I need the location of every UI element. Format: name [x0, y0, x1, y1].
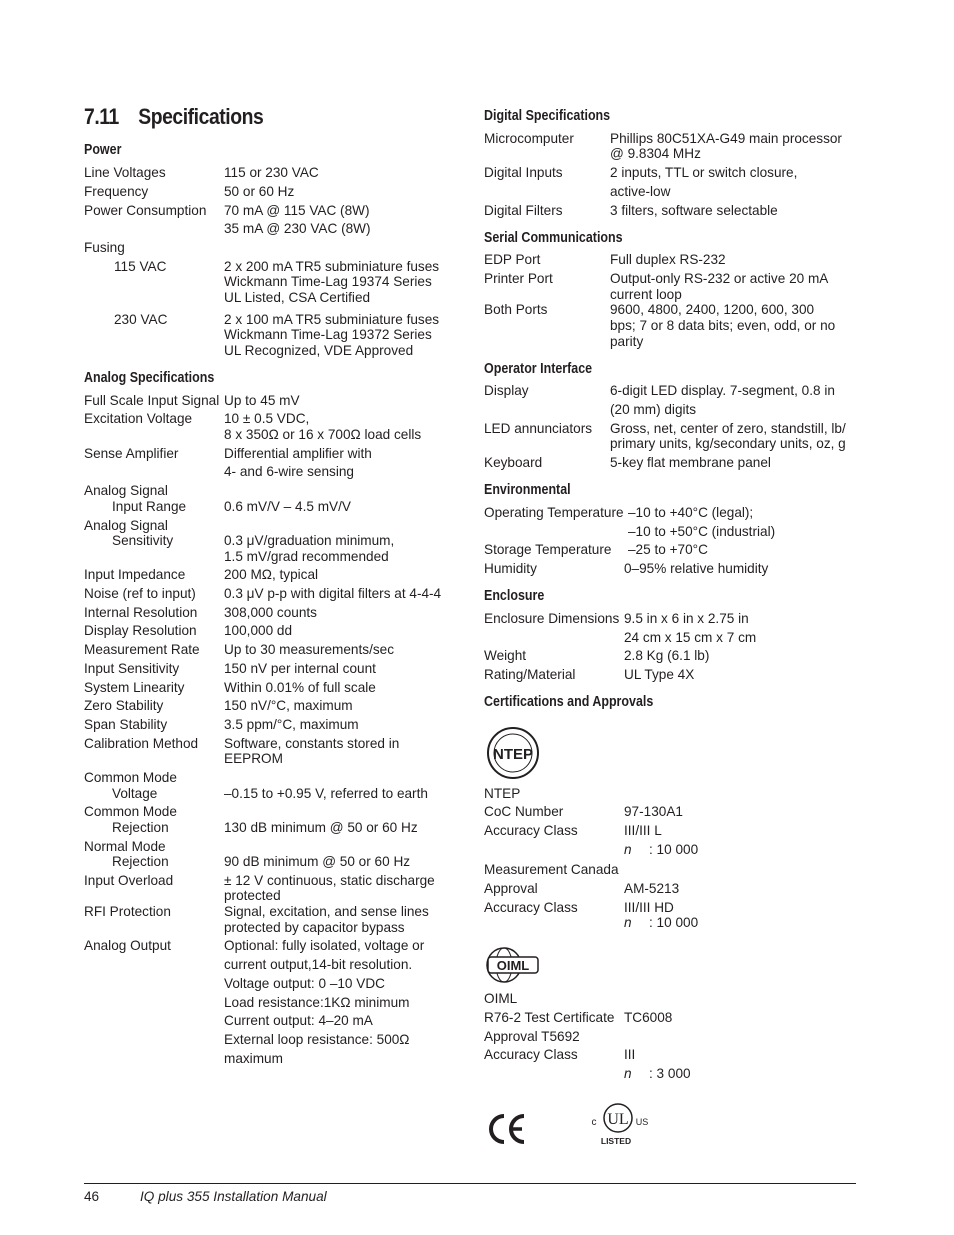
spec-value: 0.6 mV/V – 4.5 mV/V	[224, 499, 351, 514]
spec-value: III/III HD	[624, 900, 674, 915]
spec-value: Up to 30 measurements/sec	[224, 642, 395, 657]
spec-label: Calibration Method	[84, 736, 199, 751]
footer-rule	[84, 1183, 856, 1184]
spec-label: Span Stability	[84, 717, 168, 732]
spec-label: 115 VAC	[114, 259, 167, 274]
section-number: 7.11	[84, 104, 119, 129]
spec-label: Keyboard	[484, 455, 543, 470]
spec-value: @ 9.8304 MHz	[610, 146, 701, 161]
spec-value: 3 filters, software selectable	[610, 203, 778, 218]
spec-value: Wickmann Time-Lag 19372 Series	[224, 327, 432, 342]
spec-label: Line Voltages	[84, 165, 166, 180]
spec-value: bps; 7 or 8 data bits; even, odd, or no	[610, 318, 836, 333]
spec-label: Full Scale Input Signal	[84, 393, 220, 408]
spec-label: Storage Temperature	[484, 542, 612, 557]
spec-label: Common Mode	[84, 804, 177, 819]
ul-listed-logo	[586, 1100, 650, 1148]
spec-label: Input Overload	[84, 873, 174, 888]
spec-value: 9600, 4800, 2400, 1200, 600, 300	[610, 302, 815, 317]
spec-value: –25 to +70°C	[628, 542, 708, 557]
spec-value: Current output: 4–20 mA	[224, 1013, 373, 1028]
spec-value: : 3 000	[649, 1066, 691, 1081]
spec-label: Printer Port	[484, 271, 553, 286]
n-symbol: n	[624, 842, 632, 857]
spec-label: R76-2 Test Certificate	[484, 1010, 615, 1025]
spec-value: 115 or 230 VAC	[224, 165, 319, 180]
spec-label: Accuracy Class	[484, 1047, 578, 1062]
spec-value: III	[624, 1047, 636, 1062]
section-title-text: Specifications	[138, 104, 264, 129]
spec-label: Rejection	[112, 854, 169, 869]
spec-label: Input Range	[112, 499, 187, 514]
spec-value: 6-digit LED display. 7-segment, 0.8 in	[610, 383, 835, 398]
spec-value: 5-key flat membrane panel	[610, 455, 771, 470]
spec-label: Internal Resolution	[84, 605, 198, 620]
oiml-logo	[484, 946, 540, 984]
spec-value: protected	[224, 888, 281, 903]
spec-label: Noise (ref to input)	[84, 586, 196, 601]
ul-c-text: c	[591, 1117, 597, 1128]
spec-label: System Linearity	[84, 680, 185, 695]
spec-label: EDP Port	[484, 252, 541, 267]
spec-label: Input Impedance	[84, 567, 186, 582]
spec-value: parity	[610, 334, 644, 349]
spec-label: Both Ports	[484, 302, 548, 317]
spec-value: 0–95% relative humidity	[624, 561, 769, 576]
spec-value: 150 nV per internal count	[224, 661, 376, 676]
spec-label: Approval	[484, 881, 538, 896]
spec-label: Digital Filters	[484, 203, 563, 218]
spec-label: Zero Stability	[84, 698, 164, 713]
cert-text: Approval T5692	[484, 1029, 580, 1044]
spec-label: Excitation Voltage	[84, 411, 193, 426]
spec-value: Up to 45 mV	[224, 393, 300, 408]
spec-value: Wickmann Time-Lag 19374 Series	[224, 274, 432, 289]
ul-listed-text: LISTED	[600, 1136, 632, 1146]
spec-label: Power Consumption	[84, 203, 207, 218]
spec-value: 24 cm x 15 cm x 7 cm	[624, 630, 757, 645]
spec-value: 1.5 mV/grad recommended	[224, 549, 389, 564]
spec-label: Sense Amplifier	[84, 446, 179, 461]
spec-value: 150 nV/°C, maximum	[224, 698, 353, 713]
spec-label: Digital Inputs	[484, 165, 563, 180]
certs-heading: Certifications and Approvals	[484, 694, 654, 710]
spec-value: Phillips 80C51XA-G49 main processor	[610, 131, 842, 146]
page-number: 46	[84, 1189, 100, 1204]
cert-text: OIML	[484, 991, 518, 1006]
spec-label: CoC Number	[484, 804, 564, 819]
spec-value: 35 mA @ 230 VAC (8W)	[224, 221, 371, 236]
spec-value: protected by capacitor bypass	[224, 920, 405, 935]
spec-value: Gross, net, center of zero, standstill, lb/	[610, 421, 846, 436]
spec-value: Within 0.01% of full scale	[224, 680, 376, 695]
spec-value: 100,000 dd	[224, 623, 293, 638]
enclosure-heading: Enclosure	[484, 588, 545, 604]
spec-label: Analog Output	[84, 938, 171, 953]
spec-value: 8 x 350Ω or 16 x 700Ω load cells	[224, 427, 422, 442]
section-title	[84, 104, 263, 130]
spec-label: Display	[484, 383, 529, 398]
spec-label: Microcomputer	[484, 131, 574, 146]
spec-label: Fusing	[84, 240, 125, 255]
spec-label: RFI Protection	[84, 904, 171, 919]
spec-label: Humidity	[484, 561, 537, 576]
spec-value: Voltage output: 0 –10 VDC	[224, 976, 385, 991]
spec-label: LED annunciators	[484, 421, 593, 436]
cert-text: NTEP	[484, 786, 521, 801]
spec-label: Display Resolution	[84, 623, 197, 638]
spec-value: 308,000 counts	[224, 605, 317, 620]
spec-value: 70 mA @ 115 VAC (8W)	[224, 203, 370, 218]
spec-value: 2 inputs, TTL or switch closure,	[610, 165, 798, 180]
spec-value: Load resistance:1KΩ minimum	[224, 995, 410, 1010]
operator-heading: Operator Interface	[484, 361, 593, 377]
spec-label: Common Mode	[84, 770, 177, 785]
spec-value: External loop resistance: 500Ω	[224, 1032, 410, 1047]
spec-value: UL Type 4X	[624, 667, 695, 682]
spec-label: Accuracy Class	[484, 900, 578, 915]
ul-logo-text: UL	[607, 1111, 629, 1128]
spec-value: –10 to +40°C (legal);	[628, 505, 754, 520]
spec-value: Full duplex RS-232	[610, 252, 726, 267]
spec-value: current output,14-bit resolution.	[224, 957, 413, 972]
spec-value: 9.5 in x 6 in x 2.75 in	[624, 611, 749, 626]
spec-value: : 10 000	[649, 915, 699, 930]
spec-label: Rating/Material	[484, 667, 576, 682]
spec-value: 97-130A1	[624, 804, 683, 819]
spec-value: maximum	[224, 1051, 283, 1066]
environmental-heading: Environmental	[484, 482, 571, 498]
spec-value: Output-only RS-232 or active 20 mA	[610, 271, 829, 286]
n-symbol: n	[624, 1066, 632, 1081]
spec-label: Normal Mode	[84, 839, 166, 854]
manual-title: IQ plus 355 Installation Manual	[140, 1189, 327, 1204]
spec-value: 50 or 60 Hz	[224, 184, 295, 199]
spec-label: Voltage	[112, 786, 158, 801]
spec-label: 230 VAC	[114, 312, 168, 327]
spec-value: 200 MΩ, typical	[224, 567, 319, 582]
spec-value: (20 mm) digits	[610, 402, 697, 417]
spec-value: ± 12 V continuous, static discharge	[224, 873, 435, 888]
spec-value: Optional: fully isolated, voltage or	[224, 938, 425, 953]
spec-value: 2 x 100 mA TR5 subminiature fuses	[224, 312, 440, 327]
ul-us-text: US	[635, 1117, 649, 1127]
spec-value: 2.8 Kg (6.1 lb)	[624, 648, 710, 663]
spec-label: Enclosure Dimensions	[484, 611, 620, 626]
n-symbol: n	[624, 915, 632, 930]
spec-label: Frequency	[84, 184, 149, 199]
spec-label: Accuracy Class	[484, 823, 578, 838]
spec-value: current loop	[610, 287, 682, 302]
spec-value: TC6008	[624, 1010, 673, 1025]
spec-label: Measurement Rate	[84, 642, 200, 657]
ce-mark-logo	[486, 1112, 528, 1146]
spec-value: active-low	[610, 184, 671, 199]
spec-label: Analog Signal	[84, 483, 168, 498]
ntep-logo	[486, 726, 540, 780]
spec-value: : 10 000	[649, 842, 699, 857]
spec-label: Rejection	[112, 820, 169, 835]
spec-value: Software, constants stored in	[224, 736, 400, 751]
spec-value: 0.3 μV p-p with digital filters at 4-4-4	[224, 586, 442, 601]
spec-value: –10 to +50°C (industrial)	[628, 524, 776, 539]
spec-value: –0.15 to +0.95 V, referred to earth	[224, 786, 428, 801]
spec-value: 10 ± 0.5 VDC,	[224, 411, 310, 426]
spec-value: UL Recognized, VDE Approved	[224, 343, 414, 358]
oiml-logo-text: OIML	[496, 958, 530, 973]
cert-text: Measurement Canada	[484, 862, 619, 877]
spec-value: III/III L	[624, 823, 662, 838]
digital-heading: Digital Specifications	[484, 108, 611, 124]
spec-label: Input Sensitivity	[84, 661, 180, 676]
spec-value: 2 x 200 mA TR5 subminiature fuses	[224, 259, 440, 274]
spec-label: Analog Signal	[84, 518, 168, 533]
spec-label: Sensitivity	[112, 533, 174, 548]
spec-label: Operating Temperature	[484, 505, 624, 520]
ntep-logo-text: NTEP	[492, 746, 534, 763]
serial-heading: Serial Communications	[484, 230, 623, 246]
spec-label: Weight	[484, 648, 527, 663]
spec-value: EEPROM	[224, 751, 283, 766]
spec-value: primary units, kg/secondary units, oz, g	[610, 436, 846, 451]
spec-value: 3.5 ppm/°C, maximum	[224, 717, 359, 732]
spec-value: AM-5213	[624, 881, 680, 896]
spec-value: 130 dB minimum @ 50 or 60 Hz	[224, 820, 418, 835]
analog-heading: Analog Specifications	[84, 370, 215, 386]
spec-value: 0.3 μV/graduation minimum,	[224, 533, 395, 548]
spec-value: UL Listed, CSA Certified	[224, 290, 371, 305]
power-heading: Power	[84, 142, 122, 158]
spec-value: Signal, excitation, and sense lines	[224, 904, 429, 919]
spec-value: 90 dB minimum @ 50 or 60 Hz	[224, 854, 411, 869]
spec-value: 4- and 6-wire sensing	[224, 464, 354, 479]
spec-value: Differential amplifier with	[224, 446, 372, 461]
